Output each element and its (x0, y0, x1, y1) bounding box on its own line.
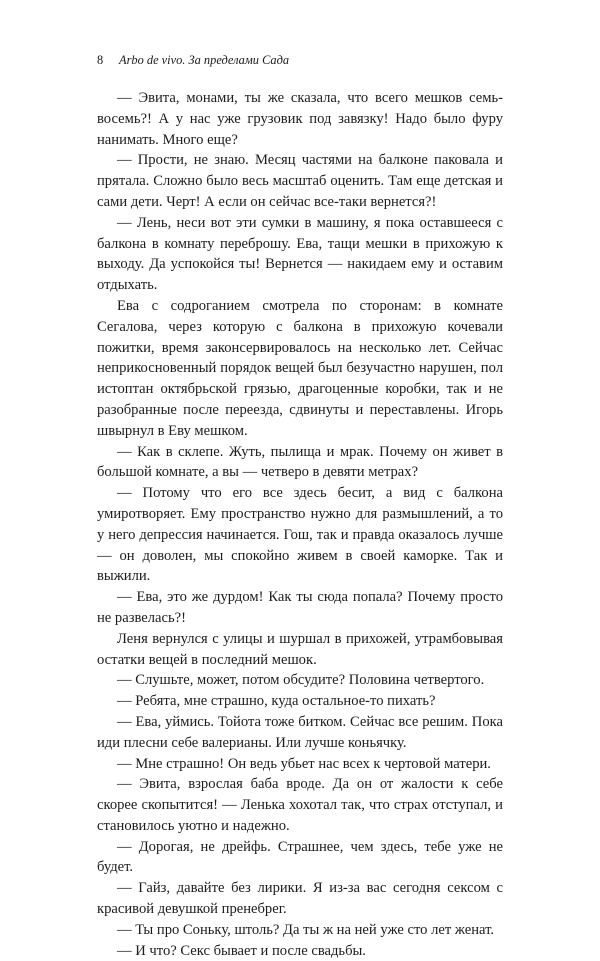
paragraph: — И что? Секс бывает и после свадьбы. (117, 942, 366, 959)
paragraph: — Слушьте, может, потом обсудите? Половина четвертого. (117, 672, 485, 689)
paragraph: Ева с содроганием смотрела по сторонам: в комнате Сегалова, через которую с балкона в прихожую кочевали пожитки, время законсервировалось на несколько лет. Сейчас неприкосновенный порядок вещей был безучастно нарушен, пол истоптан октябрьской грязью, драгоценные коробки, так и не разобранные после переезда, сдвинуты и переставлены. Игорь швырнул в Еву мешком. (97, 297, 503, 439)
paragraph: — Прости, не знаю. Месяц частями на балконе паковала и прятала. Сложно было весь масштаб оценить. Там еще детская и сами дети. Черт! А если он сейчас все-таки вернется?! (97, 152, 503, 210)
paragraph: — Ева, уймись. Тойота тоже битком. Сейчас все решим. Пока иди плесни себе валерианы. Или лучше коньячку. (97, 713, 503, 751)
page-number: 8 (97, 53, 104, 67)
paragraph: — Ребята, мне страшно, куда остальное-то пихать? (117, 693, 436, 710)
paragraph: — Гайз, давайте без лирики. Я из-за вас сегодня сексом с красивой девушкой пренебрег. (97, 880, 503, 918)
paragraph: — Ты про Соньку, штоль? Да ты ж на ней уже сто лет женат. (117, 921, 495, 938)
body-text (97, 88, 503, 961)
paragraph: — Лень, неси вот эти сумки в машину, я пока оставшееся с балкона в комнату переброшу. Ева, тащи мешки в прихожую к выходу. Да успокойся ты! Вернется — накидаем ему и оставим отдыхать. (97, 214, 503, 294)
paragraph: — Дорогая, не дрейфь. Страшнее, чем здесь, тебе уже не будет. (97, 838, 503, 876)
paragraph: — Эвита, монами, ты же сказала, что всего мешков семь-восемь?! А у нас уже грузовик под завязку! Надо было фуру нанимать. Много еще? (97, 90, 503, 148)
paragraph: Леня вернулся с улицы и шуршал в прихожей, утрамбовывая остатки вещей в последний мешок. (97, 630, 503, 668)
paragraph: — Потому что его все здесь бесит, а вид с балкона умиротворяет. Ему пространство нужно для размышлений, а то у него депрессия начинается. Гош, так и правда оказалось лучше — он доволен, мы спокойно живем в своей каморке. Так и выжили. (97, 485, 503, 585)
paragraph: — Мне страшно! Он ведь убьет нас всех к чертовой матери. (117, 755, 491, 772)
running-head-title: Arbo de vivo. За пределами Сада (119, 53, 290, 67)
paragraph: — Как в склепе. Жуть, пылища и мрак. Почему он живет в большой комнате, а вы — четверо в девяти метрах? (97, 443, 503, 481)
running-head (97, 51, 289, 69)
paragraph: — Эвита, взрослая баба вроде. Да он от жалости к себе скорее скопытится! — Ленька хохотал так, что страх отступал, и становилось уютно и надежно. (97, 776, 503, 834)
paragraph: — Ева, это же дурдом! Как ты сюда попала? Почему просто не развелась?! (97, 589, 503, 626)
